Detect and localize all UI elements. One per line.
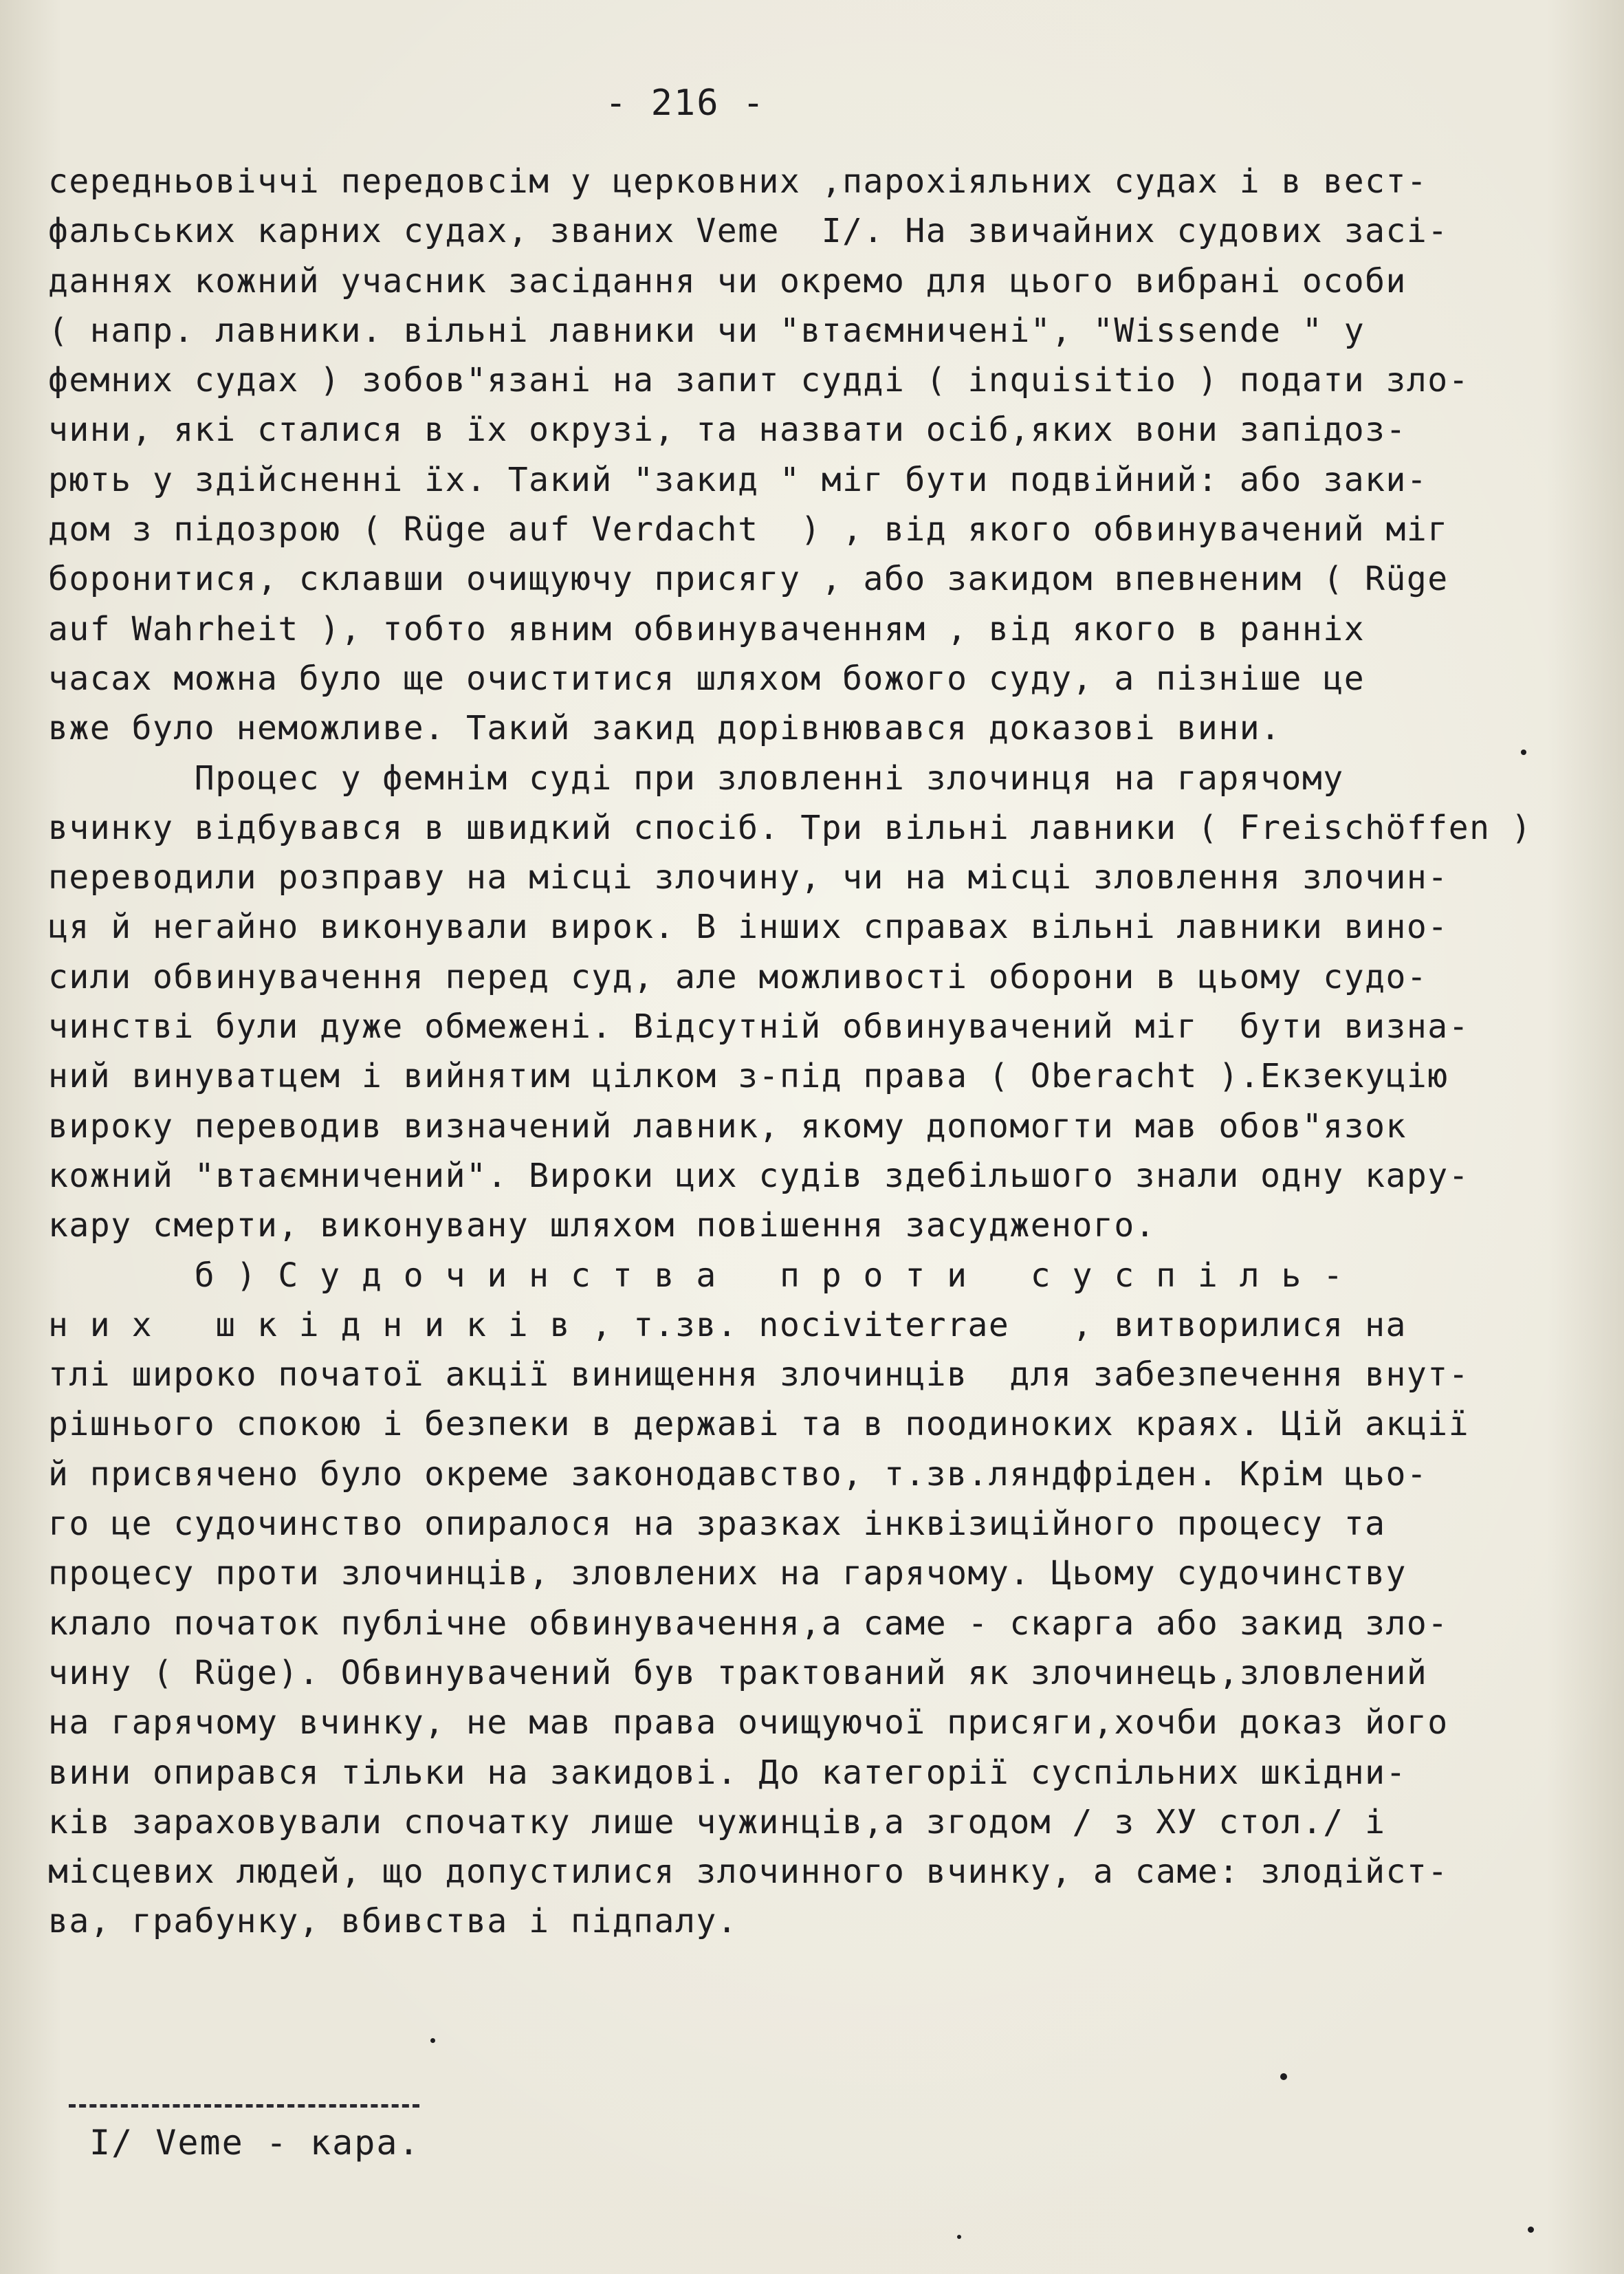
footnote-divider: [69, 2104, 419, 2108]
text-line: го це судочинство опиралося на зразках інквізиційного процесу та: [48, 1505, 1386, 1544]
footnote: I/ Veme - кара.: [89, 2123, 421, 2163]
text-line: фальських карних судах, званих Veme I/. На звичайних судових засі-: [48, 212, 1449, 251]
ink-speck: [1280, 2073, 1287, 2080]
text-line: auf Wahrheit ), тобто явним обвинуваченням , від якого в ранніх: [48, 609, 1365, 648]
ink-speck: [957, 2235, 961, 2239]
ink-speck: [1521, 750, 1526, 755]
text-line: чину ( Rüge). Обвинувачений був трактований як злочинець,зловлений: [48, 1653, 1428, 1692]
body-text: [48, 157, 1547, 1947]
text-line: вироку переводив визначений лавник, якому допомогти мав обов"язок: [48, 1106, 1407, 1146]
text-line: рють у здійсненні їх. Такий "закид " міг бути подвійний: або заки-: [48, 460, 1428, 499]
text-line: Процес у фемнім суді при зловленні злочинця на гарячому: [48, 758, 1344, 798]
ink-speck: [430, 2038, 435, 2043]
text-line: тлі широко початої акції винищення злочинців для забезпечення внут-: [48, 1355, 1470, 1395]
text-line: процесу проти злочинців, зловлених на гарячому. Цьому судочинству: [48, 1554, 1407, 1593]
text-line: фемних судах ) зобов"язані на запит судді ( inquisitio ) подати зло-: [48, 361, 1470, 400]
text-line: вчинку відбувався в швидкий спосіб. Три вільні лавники ( Freischöffen ): [48, 808, 1533, 847]
text-line: на гарячому вчинку, не мав права очищуючої присяги,хочби доказ його: [48, 1703, 1449, 1742]
text-line: н и х ш к і д н и к і в , т.зв. nociviterrae , витворилися на: [48, 1305, 1407, 1344]
text-line: клало початок публічне обвинувачення,а саме - скарга або закид зло-: [48, 1604, 1449, 1643]
text-line: середньовіччі передовсім у церковних ,парохіяльних судах і в вест-: [48, 162, 1428, 201]
text-line: кожний "втаємничений". Вироки цих судів здебільшого знали одну кару-: [48, 1156, 1470, 1195]
text-line: вже було неможливе. Такий закид дорівнювався доказові вини.: [48, 709, 1282, 748]
text-line: ва, грабунку, вбивства і підпалу.: [48, 1902, 738, 1941]
text-line: ( напр. лавники. вільні лавники чи "втаємничені", "Wissende " у: [48, 311, 1365, 350]
text-line: боронитися, склавши очищуючу присягу , або закидом впевненим ( Rüge: [48, 560, 1449, 599]
text-line: ця й негайно виконували вирок. В інших справах вільні лавники вино-: [48, 908, 1449, 947]
text-line: чинстві були дуже обмежені. Відсутній обвинувачений міг бути визна-: [48, 1007, 1470, 1047]
text-line: сили обвинувачення перед суд, але можливості оборони в цьому судо-: [48, 957, 1428, 996]
ink-speck: [1528, 2227, 1534, 2233]
text-line: б ) С у д о ч и н с т в а п р о т и с у с п і л ь -: [48, 1256, 1344, 1295]
text-line: кару смерти, виконувану шляхом повішення засудженого.: [48, 1206, 1156, 1245]
text-line: переводили розправу на місці злочину, чи на місці зловлення злочин-: [48, 858, 1449, 897]
text-line: рішнього спокою і безпеки в державі та в поодиноких краях. Цій акції: [48, 1405, 1470, 1444]
text-line: часах можна було ще очиститися шляхом божого суду, а пізніше це: [48, 659, 1365, 698]
text-line: дом з підозрою ( Rüge auf Verdacht ) , від якого обвинувачений міг: [48, 510, 1449, 549]
text-line: вини опирався тільки на закидові. До категорії суспільних шкідни-: [48, 1753, 1407, 1792]
text-line: ків зараховували спочатку лише чужинців,а згодом / з XУ стол./ і: [48, 1802, 1386, 1841]
text-line: й присвячено було окреме законодавство, т.зв.ляндфріден. Крім цьо-: [48, 1454, 1428, 1494]
text-line: ний винуватцем і вийнятим цілком з-під права ( Oberacht ).Екзекуцію: [48, 1057, 1449, 1096]
text-line: даннях кожний учасник засідання чи окремо для цього вибрані особи: [48, 261, 1407, 300]
text-line: чини, які сталися в їх окрузі, та назвати осіб,яких вони запідоз-: [48, 411, 1407, 450]
page-number: - 216 -: [605, 83, 766, 124]
text-line: місцевих людей, що допустилися злочинного вчинку, а саме: злодійст-: [48, 1852, 1449, 1892]
